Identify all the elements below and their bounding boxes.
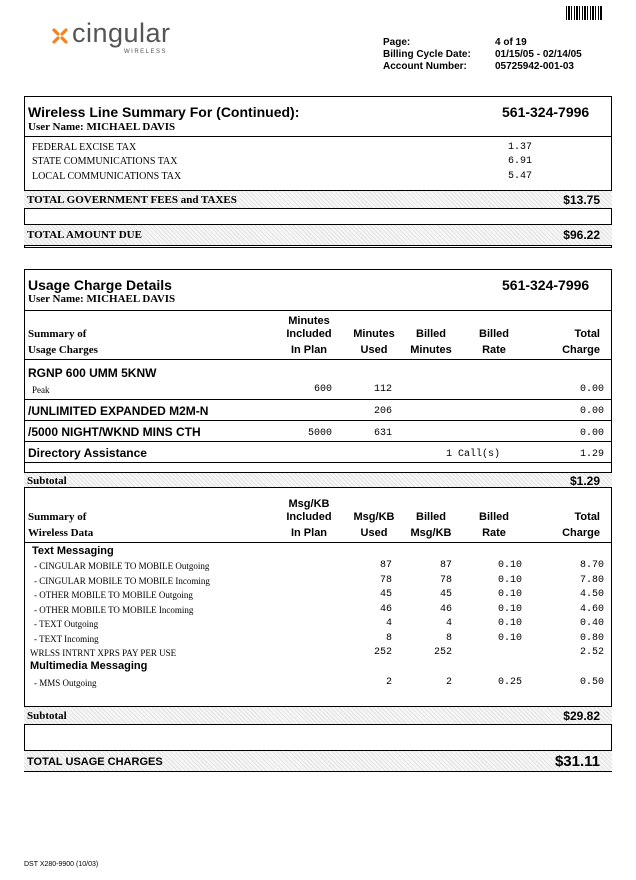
form-code: DST X280-9900 (10/03) bbox=[24, 861, 99, 868]
cingular-x-icon bbox=[50, 26, 70, 46]
mms-billed: 2 bbox=[445, 677, 452, 688]
tax-label: LOCAL COMMUNICATIONS TAX bbox=[32, 171, 182, 182]
col-included: In Plan bbox=[290, 344, 328, 356]
gov-total-amount: $13.75 bbox=[563, 193, 600, 207]
amount-due-label: TOTAL AMOUNT DUE bbox=[27, 229, 142, 241]
data-col-rate: Rate bbox=[482, 527, 506, 539]
data-subtotal-amount: $29.82 bbox=[563, 709, 600, 723]
usage-subtotal-label: Subtotal bbox=[27, 475, 67, 487]
directory-assistance-calls: 1 Call(s) bbox=[446, 449, 501, 460]
tax-amount: 6.91 bbox=[508, 156, 533, 167]
data-row-rate: 0.10 bbox=[497, 618, 522, 629]
directory-assistance-charge: 1.29 bbox=[579, 449, 604, 460]
tax-amount: 1.37 bbox=[508, 142, 533, 153]
total-usage-amount: $31.11 bbox=[554, 753, 600, 770]
col-billed: Billed bbox=[416, 328, 446, 340]
usage-user: User Name: MICHAEL DAVIS bbox=[28, 293, 176, 305]
data-col-included: Included bbox=[286, 511, 332, 523]
data-row-label: - CINGULAR MOBILE TO MOBILE Incoming bbox=[34, 576, 210, 586]
data-row-used: 78 bbox=[379, 575, 392, 586]
col-included: Minutes bbox=[288, 315, 330, 327]
data-row-label: - OTHER MOBILE TO MOBILE Incoming bbox=[34, 605, 194, 615]
data-row-rate: 0.10 bbox=[497, 560, 522, 571]
data-row-billed: 87 bbox=[439, 560, 452, 571]
summary-user: User Name: MICHAEL DAVIS bbox=[28, 121, 176, 133]
data-row-billed: 46 bbox=[439, 604, 452, 615]
data-col-used: Msg/KB bbox=[353, 511, 395, 523]
data-row-charge: 0.40 bbox=[579, 618, 604, 629]
data-row-used: 8 bbox=[385, 633, 392, 644]
col-included: Included bbox=[286, 328, 332, 340]
mms-rate: 0.25 bbox=[497, 677, 522, 688]
data-row-used: 45 bbox=[379, 589, 392, 600]
mms-heading: Multimedia Messaging bbox=[30, 660, 148, 672]
data-row-charge: 8.70 bbox=[579, 560, 604, 571]
peak-label: Peak bbox=[32, 385, 50, 395]
data-row-charge: 7.80 bbox=[579, 575, 604, 586]
wrlss-charge: 2.52 bbox=[579, 647, 604, 658]
cingular-logo bbox=[50, 18, 180, 60]
directory-assistance-label: Directory Assistance bbox=[28, 446, 147, 460]
amount-due-value: $96.22 bbox=[563, 228, 600, 242]
night-charge: 0.00 bbox=[579, 428, 604, 439]
tax-label: STATE COMMUNICATIONS TAX bbox=[32, 156, 178, 167]
data-row-billed: 4 bbox=[445, 618, 452, 629]
mms-label: - MMS Outgoing bbox=[34, 678, 97, 688]
account-label: Account Number: bbox=[383, 61, 467, 72]
peak-included: 600 bbox=[313, 384, 332, 395]
m2m-used: 206 bbox=[373, 406, 392, 417]
data-row-label: - TEXT Incoming bbox=[34, 634, 99, 644]
data-col-rate: Billed bbox=[479, 511, 509, 523]
data-col-total: Total bbox=[574, 511, 600, 523]
gov-total-label: TOTAL GOVERNMENT FEES and TAXES bbox=[27, 194, 237, 206]
tax-label: FEDERAL EXCISE TAX bbox=[32, 142, 137, 153]
logo-subtitle: WIRELESS bbox=[124, 49, 168, 55]
col-used: Used bbox=[360, 344, 388, 356]
data-row-charge: 0.80 bbox=[579, 633, 604, 644]
mms-used: 2 bbox=[385, 677, 392, 688]
usage-phone: 561-324-7996 bbox=[502, 277, 590, 293]
page-label: Page: bbox=[383, 37, 411, 48]
summary-phone: 561-324-7996 bbox=[502, 104, 590, 120]
data-row-used: 87 bbox=[379, 560, 392, 571]
data-row-charge: 4.60 bbox=[579, 604, 604, 615]
data-row-label: - CINGULAR MOBILE TO MOBILE Outgoing bbox=[34, 561, 210, 571]
data-row-rate: 0.10 bbox=[497, 575, 522, 586]
cycle-label: Billing Cycle Date: bbox=[383, 49, 471, 60]
tax-amount: 5.47 bbox=[508, 171, 533, 182]
text-messaging-heading: Text Messaging bbox=[32, 545, 114, 557]
peak-used: 112 bbox=[373, 384, 392, 395]
summary-title: Wireless Line Summary For (Continued): bbox=[28, 104, 300, 120]
data-col-included: Msg/KB bbox=[288, 498, 330, 510]
col-total: Total bbox=[574, 328, 600, 340]
account-value: 05725942-001-03 bbox=[495, 61, 574, 72]
col-billed: Minutes bbox=[410, 344, 452, 356]
plan-name: RGNP 600 UMM 5KNW bbox=[28, 366, 157, 380]
data-row-used: 4 bbox=[385, 618, 392, 629]
peak-charge: 0.00 bbox=[579, 384, 604, 395]
col-rate: Rate bbox=[482, 344, 506, 356]
data-col-total: Charge bbox=[562, 527, 600, 539]
cycle-value: 01/15/05 - 02/14/05 bbox=[495, 49, 582, 60]
data-col-included: In Plan bbox=[290, 527, 328, 539]
data-row-rate: 0.10 bbox=[497, 604, 522, 615]
col-total: Charge bbox=[562, 344, 600, 356]
night-used: 631 bbox=[373, 428, 392, 439]
col-summary: Usage Charges bbox=[28, 344, 98, 356]
barcode bbox=[566, 6, 602, 20]
data-row-label: - TEXT Outgoing bbox=[34, 619, 99, 629]
data-col-summary: Summary of bbox=[28, 511, 87, 523]
night-label: /5000 NIGHT/WKND MINS CTH bbox=[28, 425, 201, 439]
total-usage-label: TOTAL USAGE CHARGES bbox=[27, 756, 163, 768]
wrlss-used: 252 bbox=[373, 647, 392, 658]
data-row-billed: 78 bbox=[439, 575, 452, 586]
col-summary: Summary of bbox=[28, 328, 87, 340]
m2m-label: /UNLIMITED EXPANDED M2M-N bbox=[28, 404, 209, 418]
col-rate: Billed bbox=[479, 328, 509, 340]
night-included: 5000 bbox=[307, 428, 332, 439]
data-row-label: - OTHER MOBILE TO MOBILE Outgoing bbox=[34, 590, 193, 600]
usage-title: Usage Charge Details bbox=[28, 277, 172, 293]
data-col-billed: Msg/KB bbox=[410, 527, 452, 539]
data-subtotal-label: Subtotal bbox=[27, 710, 67, 722]
mms-charge: 0.50 bbox=[579, 677, 604, 688]
m2m-charge: 0.00 bbox=[579, 406, 604, 417]
wrlss-label: WRLSS INTRNT XPRS PAY PER USE bbox=[30, 648, 177, 658]
data-col-billed: Billed bbox=[416, 511, 446, 523]
data-row-used: 46 bbox=[379, 604, 392, 615]
data-row-billed: 8 bbox=[445, 633, 452, 644]
page-value: 4 of 19 bbox=[495, 37, 527, 48]
wrlss-billed: 252 bbox=[433, 647, 452, 658]
data-row-charge: 4.50 bbox=[579, 589, 604, 600]
usage-subtotal-amount: $1.29 bbox=[569, 474, 600, 488]
data-col-used: Used bbox=[360, 527, 388, 539]
data-row-rate: 0.10 bbox=[497, 633, 522, 644]
col-used: Minutes bbox=[353, 328, 395, 340]
data-row-rate: 0.10 bbox=[497, 589, 522, 600]
data-row-billed: 45 bbox=[439, 589, 452, 600]
logo-wordmark: cingular bbox=[72, 18, 171, 48]
data-col-summary: Wireless Data bbox=[28, 527, 94, 539]
